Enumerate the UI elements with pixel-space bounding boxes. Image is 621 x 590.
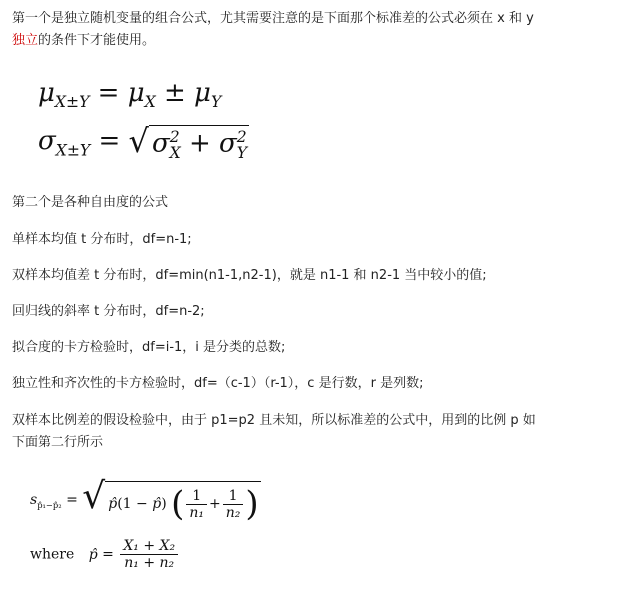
close-paren: ) bbox=[161, 496, 167, 512]
plus-operator: + bbox=[209, 496, 221, 512]
sigma-x-symbol: σ bbox=[151, 129, 170, 159]
mean-combination-formula: $\mu_{X\pm Y} = \mu_X \pm \mu_Y$ bbox=[38, 78, 222, 112]
p-hat-def: p̂ bbox=[88, 546, 98, 563]
pooled-fraction bbox=[120, 538, 178, 571]
frac1-den: n₁ bbox=[189, 504, 205, 521]
mu-x-subscript: X bbox=[144, 93, 156, 112]
mu-x-symbol: μ bbox=[127, 78, 145, 108]
independent-highlight: 独立 bbox=[12, 33, 39, 48]
p-hat: p̂ bbox=[108, 496, 118, 512]
df-independence-test: 独立性和齐次性的卡方检验时，df=（c-1）（r-1），c 是行数，r 是列数; bbox=[12, 376, 424, 391]
s-symbol: s bbox=[30, 492, 38, 508]
mu-symbol: μ bbox=[38, 78, 55, 108]
pooled-square-root: √ p̂(1 − p̂) ( $\frac{1}{\text{n₁}}$ + $\frac{1}{\text{n₂}}$ ) bbox=[82, 476, 259, 524]
sd-combination-formula: $\sigma_{X\pm Y}$ = √ $\sigma^2_X + \sigma^2_Y$ bbox=[38, 122, 248, 163]
sigma-x-subscript: X bbox=[169, 144, 181, 163]
two-proportion-line-1: 双样本比例差的假设检验中，由于 p1=p2 且未知，所以标准差的公式中，用到的比例 p 如 bbox=[12, 413, 536, 428]
df-goodness-of-fit: 拟合度的卡方检验时，df=i-1，i 是分类的总数; bbox=[12, 340, 286, 355]
mu-lhs-subscript: X±Y bbox=[54, 93, 90, 112]
pooled-sd-formula: $s_{p̂_1-p̂_2}$ = √ p̂(1 − p̂) ( $\frac{1}{\text{n₁}}$ + $\frac{1}{\text{n₂}}$ ) bbox=[30, 476, 259, 524]
mu-y-subscript: Y bbox=[210, 93, 222, 112]
intro-line-2-rest: 的条件下才能使用。 bbox=[38, 33, 156, 48]
pooled-num: X₁ + X₂ bbox=[120, 538, 178, 555]
s-subscript: p̂₁−p̂₂ bbox=[37, 499, 62, 510]
pooled-den: n₁ + n₂ bbox=[124, 555, 175, 571]
sigma-y-symbol: σ bbox=[219, 129, 237, 159]
sigma-lhs-subscript: X±Y bbox=[55, 141, 91, 160]
sigma-symbol: σ bbox=[38, 126, 56, 157]
p-hat-2: p̂ bbox=[152, 496, 162, 512]
sigma-y-sup: 2 bbox=[236, 128, 247, 147]
pooled-proportion-formula: where p̂ = $\frac{\text{X₁ + X₂}}{\text{n₁ + n₂}}$ bbox=[30, 538, 180, 571]
sigma-x-sup: 2 bbox=[169, 128, 180, 147]
df-two-sample-mean: 双样本均值差 t 分布时，df=min(n1-1,n2-1)，就是 n1-1 和 n2-1 当中较小的值; bbox=[12, 268, 487, 283]
mu-y-symbol: μ bbox=[194, 78, 211, 108]
intro-line-1: 第一个是独立随机变量的组合公式，尤其需要注意的是下面那个标准差的公式必须在 x 和 y bbox=[12, 11, 534, 26]
df-regression-slope: 回归线的斜率 t 分布时，df=n-2; bbox=[12, 304, 205, 319]
frac1-num: 1 bbox=[186, 488, 207, 505]
sigma-y-subscript: Y bbox=[236, 144, 248, 163]
plus-minus-operator: ± bbox=[163, 78, 186, 108]
square-root: √ $\sigma^2_X + \sigma^2_Y$ bbox=[128, 122, 248, 163]
frac2-num: 1 bbox=[223, 488, 244, 505]
fraction-1-over-n2 bbox=[223, 488, 244, 521]
intro-line-2 bbox=[12, 30, 155, 51]
one-minus: (1 − bbox=[117, 496, 148, 512]
two-proportion-line-2: 下面第二行所示 bbox=[12, 435, 104, 450]
section-heading-df: 第二个是各种自由度的公式 bbox=[12, 195, 169, 210]
df-one-sample-mean: 单样本均值 t 分布时，df=n-1; bbox=[12, 232, 192, 247]
frac2-den: n₂ bbox=[225, 504, 241, 521]
fraction-1-over-n1 bbox=[186, 488, 207, 521]
where-label: where bbox=[30, 546, 75, 563]
